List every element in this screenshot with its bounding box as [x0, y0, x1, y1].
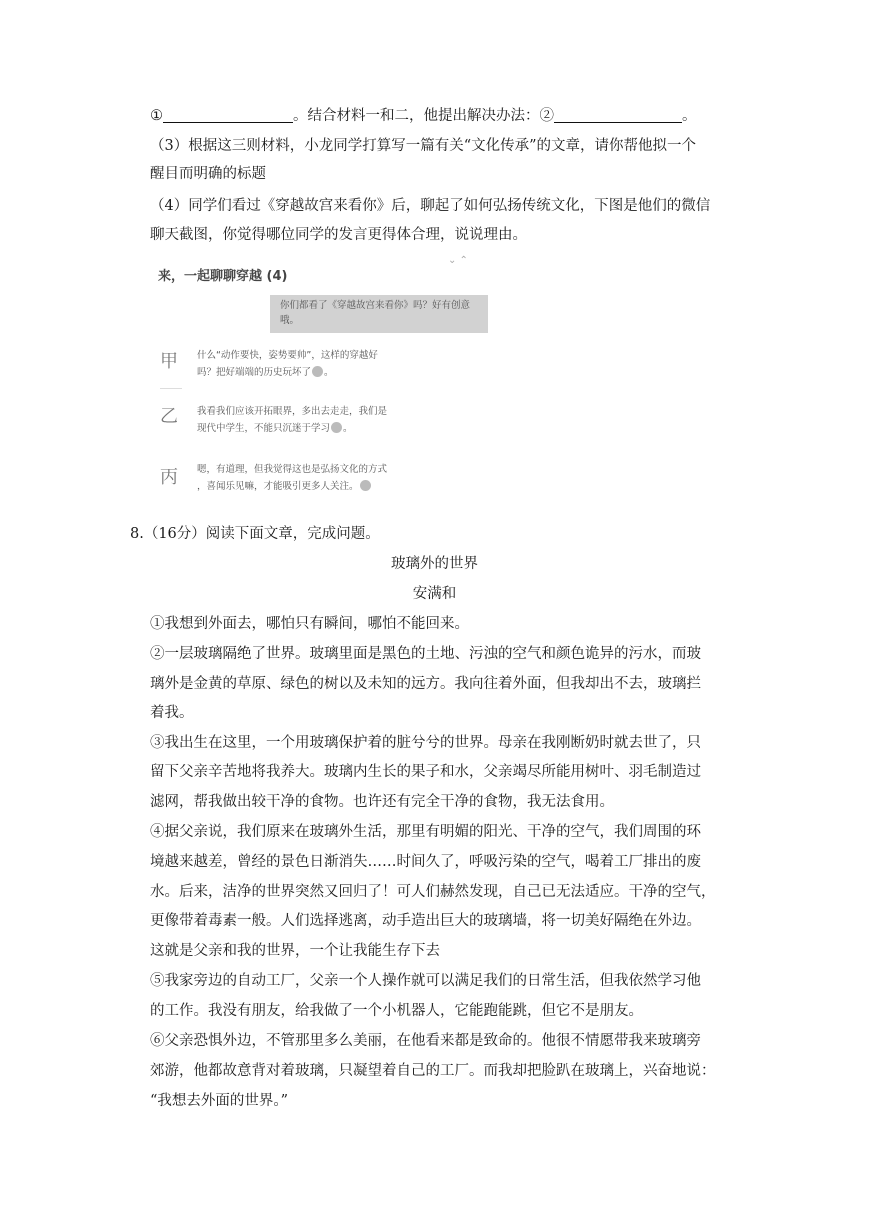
- face-emoji-icon: [312, 366, 323, 377]
- chat-message-bing-line1: 嗯，有道理，但我觉得这也是弘扬文化的方式: [197, 464, 388, 475]
- chat-message-jia-line1: 什么“动作要快，姿势要帅”，这样的穿越好: [197, 350, 378, 361]
- article-line: 璃外是金黄的草原、绿色的树以及未知的远方。我向往着外面，但我却出不去，玻璃拦: [150, 676, 701, 692]
- chat-top-icons: ⌄ ⌃: [448, 255, 468, 266]
- q2-part1: ①: [150, 108, 163, 124]
- q4-line-1: （4）同学们看过《穿越故宫来看你》后，聊起了如何弘扬传统文化，下图是他们的微信: [150, 198, 711, 214]
- face-emoji-icon: [360, 480, 371, 491]
- article-line: 水。后来，洁净的世界突然又回归了！可人们赫然发现，自己已无法适应。干净的空气，: [150, 884, 716, 900]
- face-emoji-icon: [331, 422, 342, 433]
- chat-group-title: 来，一起聊聊穿越 (4): [158, 269, 288, 284]
- q3-line-1: （3）根据这三则材料，小龙同学打算写一篇有关“文化传承”的文章，请你帮他拟一个: [150, 138, 697, 154]
- speaker-yi: 乙: [160, 406, 178, 427]
- chat-message-jia-line2: 吗？把好端端的历史玩坏了: [197, 367, 312, 378]
- chat-message-jia: 什么“动作要快，姿势要帅”，这样的穿越好 吗？把好端端的历史玩坏了 。: [197, 347, 378, 381]
- chat-message-yi-line2: 现代中学生，不能只沉迷于学习: [197, 423, 331, 434]
- article-line: 着我。: [150, 705, 194, 721]
- chat-message-bing-line2: ，喜闻乐见嘛，才能吸引更多人关注。: [197, 481, 359, 492]
- chat-message-yi: 我看我们应该开拓眼界，多出去走走，我们是 现代中学生，不能只沉迷于学习 。: [197, 403, 387, 437]
- article-line: ⑤我家旁边的自动工厂，父亲一个人操作就可以满足我们的日常生活，但我依然学习他: [150, 973, 701, 989]
- q2-part3: 。: [682, 108, 697, 124]
- article-line: “我想去外面的世界。”: [150, 1093, 289, 1109]
- article-line: 留下父亲辛苦地将我养大。玻璃内生长的果子和水，父亲竭尽所能用树叶、羽毛制造过: [150, 764, 701, 780]
- article-line: 更像带着毒素一般。人们选择逃离，动手造出巨大的玻璃墙，将一切美好隔绝在外边。: [150, 913, 701, 929]
- chat-message-bing: [197, 461, 387, 495]
- answer-blank-1[interactable]: [163, 107, 293, 123]
- article-line: 滤网，帮我做出较干净的食物。也许还有完全干净的食物，我无法食用。: [150, 794, 614, 810]
- q2-part2: 。结合材料一和二，他提出解决办法：②: [293, 108, 554, 124]
- article-title: 玻璃外的世界: [391, 556, 478, 572]
- article-line: ①我想到外面去，哪怕只有瞬间，哪怕不能回来。: [150, 616, 469, 632]
- q4-line-2: 聊天截图，你觉得哪位同学的发言更得体合理，说说理由。: [150, 227, 527, 243]
- article-line: ②一层玻璃隔绝了世界。玻璃里面是黑色的土地、污浊的空气和颜色诡异的污水，而玻: [150, 646, 701, 662]
- article-line: 郊游，他都故意背对着玻璃，只凝望着自己的工厂。而我却把脸趴在玻璃上，兴奋地说：: [150, 1063, 716, 1079]
- q2-answer-line: [150, 106, 697, 126]
- speaker-bing: 丙: [160, 467, 178, 488]
- chat-bubble-question: 你们都看了《穿越故宫来看你》吗？好有创意哦。: [270, 295, 488, 333]
- answer-blank-2[interactable]: [554, 107, 682, 123]
- divider: [160, 388, 182, 389]
- article-line: 境越来越差，曾经的景色日渐消失……时间久了，呼吸污染的空气，喝着工厂排出的废: [150, 854, 701, 870]
- article-line: 这就是父亲和我的世界，一个让我能生存下去: [150, 943, 440, 959]
- q3-line-2: 醒目而明确的标题: [150, 166, 266, 182]
- wechat-chat-screenshot: [150, 255, 495, 510]
- speaker-jia: 甲: [160, 351, 178, 372]
- article-line: ④据父亲说，我们原来在玻璃外生活，那里有明媚的阳光、干净的空气，我们周围的环: [150, 824, 701, 840]
- article-line: ⑥父亲恐惧外边，不管那里多么美丽，在他看来都是致命的。他很不情愿带我来玻璃旁: [150, 1033, 701, 1049]
- article-author: 安满和: [412, 586, 457, 602]
- article-line: 的工作。我没有朋友，给我做了一个小机器人，它能跑能跳，但它不是朋友。: [150, 1003, 643, 1019]
- article-line: ③我出生在这里，一个用玻璃保护着的脏兮兮的世界。母亲在我刚断奶时就去世了，只: [150, 735, 701, 751]
- section-8-header: 8.（16分）阅读下面文章，完成问题。: [130, 526, 380, 542]
- chat-message-yi-line1: 我看我们应该开拓眼界，多出去走走，我们是: [197, 406, 388, 417]
